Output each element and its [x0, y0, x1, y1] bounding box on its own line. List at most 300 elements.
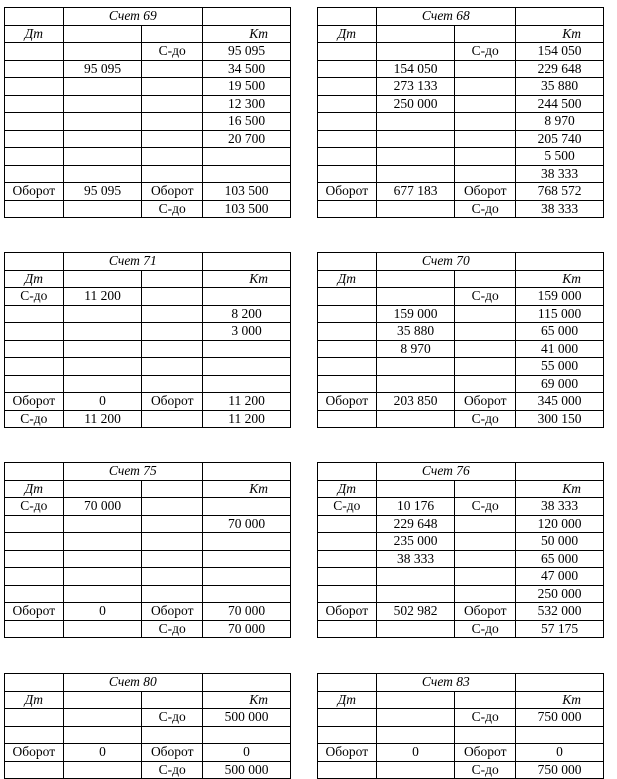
table-row [5, 393, 291, 411]
table-row [5, 95, 291, 113]
debit-label-cell [318, 620, 377, 638]
credit-amount-cell: 532 000 [516, 603, 604, 621]
table-row [5, 603, 291, 621]
credit-amount-cell [203, 165, 291, 183]
debit-amount-cell: 11 200 [63, 288, 142, 306]
table-row [318, 761, 604, 779]
debit-label-cell [318, 358, 377, 376]
credit-label-cell [142, 375, 203, 393]
credit-label-cell [142, 95, 203, 113]
debit-amount-cell: 235 000 [376, 533, 455, 551]
credit-label-cell: С-до [455, 43, 516, 61]
debit-amount-cell [63, 43, 142, 61]
table-row [5, 78, 291, 96]
credit-amount-cell [516, 726, 604, 744]
account-table [4, 7, 291, 218]
debit-amount-cell: 95 095 [63, 60, 142, 78]
credit-amount-cell: 750 000 [516, 709, 604, 727]
debit-label: Дт [318, 691, 377, 709]
debit-amount-cell [63, 533, 142, 551]
credit-label-cell [142, 78, 203, 96]
credit-label-cell [142, 550, 203, 568]
account-title: Счет 70 [376, 253, 515, 271]
credit-amount-cell: 41 000 [516, 340, 604, 358]
debit-label-cell [5, 533, 64, 551]
credit-amount-cell: 70 000 [203, 603, 291, 621]
table-row [318, 585, 604, 603]
debit-label-cell [318, 60, 377, 78]
credit-label-cell [455, 726, 516, 744]
credit-amount-cell: 70 000 [203, 515, 291, 533]
credit-label-cell: С-до [455, 709, 516, 727]
debit-amount-cell [376, 288, 455, 306]
debit-label-cell: Оборот [318, 183, 377, 201]
credit-amount-cell [203, 550, 291, 568]
credit-label-cell [142, 568, 203, 586]
debit-amount-cell [63, 358, 142, 376]
credit-amount-cell [203, 568, 291, 586]
debit-label-cell [318, 515, 377, 533]
credit-amount-cell: 16 500 [203, 113, 291, 131]
table-row [318, 533, 604, 551]
table-row [318, 323, 604, 341]
credit-amount-cell: 300 150 [516, 410, 604, 428]
table-row [318, 95, 604, 113]
debit-label-cell [5, 305, 64, 323]
credit-label-cell [142, 726, 203, 744]
credit-label-cell: Оборот [455, 744, 516, 762]
debit-label-cell: Оборот [5, 393, 64, 411]
debit-label-cell: Оборот [318, 744, 377, 762]
debit-amount-cell [63, 130, 142, 148]
debit-amount-cell [376, 165, 455, 183]
debit-label-cell [5, 568, 64, 586]
table-row [318, 603, 604, 621]
debit-amount-cell [63, 305, 142, 323]
table-row [318, 340, 604, 358]
debit-label-cell: С-до [5, 498, 64, 516]
table-row [318, 568, 604, 586]
account-table [4, 462, 291, 638]
credit-label-cell: Оборот [142, 393, 203, 411]
credit-amount-cell: 0 [516, 744, 604, 762]
credit-label-cell [455, 305, 516, 323]
credit-label-cell: С-до [455, 761, 516, 779]
credit-amount-cell [203, 498, 291, 516]
debit-amount-cell [376, 709, 455, 727]
account-title: Счет 83 [376, 674, 515, 692]
credit-label-cell [142, 340, 203, 358]
debit-amount-cell [63, 148, 142, 166]
credit-amount-cell: 65 000 [516, 323, 604, 341]
debit-amount-cell [376, 568, 455, 586]
debit-label-cell [318, 43, 377, 61]
credit-label-cell [142, 113, 203, 131]
debit-amount-cell: 502 982 [376, 603, 455, 621]
credit-label-cell [142, 305, 203, 323]
debit-amount-cell [63, 726, 142, 744]
credit-label: Кт [203, 691, 291, 709]
credit-amount-cell [203, 288, 291, 306]
debit-amount-cell: 8 970 [376, 340, 455, 358]
debit-amount-cell: 0 [63, 393, 142, 411]
credit-amount-cell: 103 500 [203, 200, 291, 218]
debit-label-cell [5, 113, 64, 131]
debit-label: Дт [5, 480, 64, 498]
debit-label: Дт [5, 25, 64, 43]
credit-label-cell [142, 358, 203, 376]
debit-amount-cell [376, 130, 455, 148]
credit-amount-cell: 34 500 [203, 60, 291, 78]
table-row [318, 78, 604, 96]
credit-label-cell: Оборот [142, 603, 203, 621]
debit-amount-cell [376, 410, 455, 428]
credit-label-cell [142, 533, 203, 551]
debit-label-cell: Оборот [318, 603, 377, 621]
account-title: Счет 76 [376, 463, 515, 481]
table-row [5, 498, 291, 516]
credit-label: Кт [516, 270, 604, 288]
table-row [5, 130, 291, 148]
credit-amount-cell: 55 000 [516, 358, 604, 376]
debit-amount-cell [63, 375, 142, 393]
credit-amount-cell: 500 000 [203, 761, 291, 779]
debit-amount-cell [63, 620, 142, 638]
credit-label-cell: Оборот [455, 393, 516, 411]
credit-label-cell [142, 148, 203, 166]
credit-amount-cell [203, 585, 291, 603]
credit-amount-cell: 57 175 [516, 620, 604, 638]
credit-amount-cell: 159 000 [516, 288, 604, 306]
credit-amount-cell: 768 572 [516, 183, 604, 201]
credit-amount-cell: 70 000 [203, 620, 291, 638]
table-row [5, 60, 291, 78]
credit-label-cell [455, 323, 516, 341]
credit-amount-cell: 19 500 [203, 78, 291, 96]
debit-label-cell [5, 358, 64, 376]
credit-label-cell: Оборот [142, 183, 203, 201]
credit-label-cell [142, 323, 203, 341]
credit-label-cell [455, 113, 516, 131]
debit-amount-cell: 273 133 [376, 78, 455, 96]
credit-label-cell [455, 340, 516, 358]
table-row [5, 568, 291, 586]
debit-label-cell [318, 410, 377, 428]
account-table [317, 462, 604, 638]
table-row [318, 375, 604, 393]
debit-amount-cell: 0 [63, 744, 142, 762]
debit-amount-cell [376, 375, 455, 393]
credit-label-cell [142, 410, 203, 428]
credit-label-cell: С-до [142, 43, 203, 61]
table-row [5, 585, 291, 603]
credit-amount-cell: 750 000 [516, 761, 604, 779]
account-title: Счет 68 [376, 8, 515, 26]
table-row [318, 200, 604, 218]
credit-label-cell [455, 78, 516, 96]
table-row [5, 358, 291, 376]
debit-amount-cell: 677 183 [376, 183, 455, 201]
credit-amount-cell: 12 300 [203, 95, 291, 113]
credit-amount-cell: 154 050 [516, 43, 604, 61]
credit-amount-cell [203, 533, 291, 551]
debit-amount-cell: 203 850 [376, 393, 455, 411]
debit-label-cell [318, 340, 377, 358]
debit-label-cell [5, 95, 64, 113]
debit-label-cell [318, 288, 377, 306]
credit-amount-cell: 500 000 [203, 709, 291, 727]
debit-amount-cell: 35 880 [376, 323, 455, 341]
credit-label-cell [142, 498, 203, 516]
debit-amount-cell [376, 761, 455, 779]
credit-amount-cell [203, 726, 291, 744]
table-row [5, 113, 291, 131]
debit-label-cell [318, 95, 377, 113]
table-row [5, 375, 291, 393]
credit-amount-cell: 103 500 [203, 183, 291, 201]
debit-amount-cell [376, 148, 455, 166]
debit-amount-cell: 11 200 [63, 410, 142, 428]
debit-amount-cell [63, 340, 142, 358]
credit-amount-cell: 65 000 [516, 550, 604, 568]
credit-amount-cell: 115 000 [516, 305, 604, 323]
table-row [318, 165, 604, 183]
debit-label-cell [5, 585, 64, 603]
debit-label-cell [318, 200, 377, 218]
debit-amount-cell: 38 333 [376, 550, 455, 568]
credit-label-cell [455, 148, 516, 166]
debit-amount-cell [63, 515, 142, 533]
debit-amount-cell: 154 050 [376, 60, 455, 78]
debit-label: Дт [5, 691, 64, 709]
credit-label: Кт [516, 480, 604, 498]
debit-amount-cell: 0 [63, 603, 142, 621]
debit-label-cell [5, 761, 64, 779]
table-row [5, 533, 291, 551]
table-row [318, 130, 604, 148]
credit-label-cell [455, 568, 516, 586]
table-row [318, 550, 604, 568]
credit-amount-cell: 0 [203, 744, 291, 762]
table-row [5, 726, 291, 744]
debit-label-cell [5, 515, 64, 533]
credit-amount-cell: 35 880 [516, 78, 604, 96]
table-row [5, 165, 291, 183]
debit-label: Дт [318, 480, 377, 498]
credit-label-cell [455, 375, 516, 393]
credit-amount-cell: 8 200 [203, 305, 291, 323]
table-row [5, 550, 291, 568]
credit-amount-cell: 5 500 [516, 148, 604, 166]
debit-label-cell [318, 165, 377, 183]
table-row [318, 498, 604, 516]
credit-amount-cell: 20 700 [203, 130, 291, 148]
debit-label-cell [5, 165, 64, 183]
credit-amount-cell [203, 358, 291, 376]
credit-label-cell: С-до [142, 200, 203, 218]
table-row [5, 709, 291, 727]
credit-label-cell [142, 288, 203, 306]
debit-label-cell: Оборот [5, 603, 64, 621]
table-row [5, 620, 291, 638]
debit-label-cell [318, 113, 377, 131]
account-title: Счет 80 [63, 674, 202, 692]
credit-amount-cell: 229 648 [516, 60, 604, 78]
table-row [318, 358, 604, 376]
credit-label-cell: С-до [455, 620, 516, 638]
debit-amount-cell [63, 568, 142, 586]
credit-label-cell [455, 130, 516, 148]
credit-amount-cell: 69 000 [516, 375, 604, 393]
table-row [5, 148, 291, 166]
debit-amount-cell: 159 000 [376, 305, 455, 323]
debit-amount-cell [63, 550, 142, 568]
credit-label-cell [142, 515, 203, 533]
table-row [318, 183, 604, 201]
debit-label: Дт [5, 270, 64, 288]
credit-amount-cell: 345 000 [516, 393, 604, 411]
credit-amount-cell: 38 333 [516, 165, 604, 183]
credit-label: Кт [516, 25, 604, 43]
credit-amount-cell: 38 333 [516, 498, 604, 516]
table-row [318, 113, 604, 131]
debit-amount-cell [63, 113, 142, 131]
credit-label: Кт [203, 480, 291, 498]
credit-label-cell [455, 165, 516, 183]
account-table [4, 252, 291, 428]
debit-amount-cell [63, 78, 142, 96]
credit-amount-cell [203, 148, 291, 166]
credit-amount-cell: 8 970 [516, 113, 604, 131]
table-row [318, 43, 604, 61]
account-table [317, 673, 604, 779]
debit-label-cell [318, 585, 377, 603]
debit-label-cell [318, 375, 377, 393]
debit-amount-cell: 229 648 [376, 515, 455, 533]
table-row [318, 515, 604, 533]
credit-label-cell [142, 585, 203, 603]
credit-label-cell [455, 95, 516, 113]
credit-label-cell [455, 550, 516, 568]
debit-label-cell [318, 761, 377, 779]
table-row [318, 148, 604, 166]
debit-label-cell [318, 78, 377, 96]
debit-label: Дт [318, 270, 377, 288]
credit-label-cell: Оборот [142, 744, 203, 762]
debit-label-cell [5, 620, 64, 638]
credit-label-cell [455, 60, 516, 78]
credit-label-cell: Оборот [455, 183, 516, 201]
debit-amount-cell [63, 761, 142, 779]
credit-amount-cell: 3 000 [203, 323, 291, 341]
table-row [5, 183, 291, 201]
account-table [317, 7, 604, 218]
debit-label-cell [5, 200, 64, 218]
debit-amount-cell [376, 620, 455, 638]
debit-amount-cell [376, 358, 455, 376]
credit-label: Кт [203, 270, 291, 288]
table-row [318, 60, 604, 78]
debit-label-cell [5, 375, 64, 393]
credit-amount-cell: 95 095 [203, 43, 291, 61]
table-row [318, 393, 604, 411]
credit-label-cell: С-до [455, 200, 516, 218]
debit-amount-cell [376, 113, 455, 131]
credit-label: Кт [203, 25, 291, 43]
debit-amount-cell: 250 000 [376, 95, 455, 113]
credit-label-cell [142, 60, 203, 78]
credit-amount-cell [203, 340, 291, 358]
debit-amount-cell: 70 000 [63, 498, 142, 516]
debit-label-cell: Оборот [318, 393, 377, 411]
debit-label-cell: Оборот [5, 183, 64, 201]
debit-amount-cell [63, 323, 142, 341]
debit-label-cell: С-до [5, 288, 64, 306]
table-row [318, 288, 604, 306]
credit-amount-cell: 11 200 [203, 393, 291, 411]
table-row [5, 43, 291, 61]
credit-label-cell: С-до [142, 620, 203, 638]
debit-amount-cell [376, 43, 455, 61]
table-row [318, 744, 604, 762]
credit-label-cell: С-до [142, 709, 203, 727]
credit-amount-cell: 47 000 [516, 568, 604, 586]
debit-label-cell [318, 550, 377, 568]
credit-label-cell: С-до [142, 761, 203, 779]
credit-label-cell [142, 130, 203, 148]
account-title: Счет 75 [63, 463, 202, 481]
table-row [5, 515, 291, 533]
table-row [5, 761, 291, 779]
debit-label-cell [5, 148, 64, 166]
debit-amount-cell [63, 200, 142, 218]
table-row [318, 410, 604, 428]
debit-label-cell [5, 60, 64, 78]
account-title: Счет 71 [63, 253, 202, 271]
debit-amount-cell: 95 095 [63, 183, 142, 201]
credit-label-cell [455, 585, 516, 603]
credit-amount-cell: 50 000 [516, 533, 604, 551]
credit-amount-cell: 120 000 [516, 515, 604, 533]
credit-label-cell: С-до [455, 288, 516, 306]
debit-label-cell [5, 78, 64, 96]
table-row [318, 726, 604, 744]
debit-label-cell [5, 726, 64, 744]
debit-amount-cell [376, 726, 455, 744]
table-row [318, 620, 604, 638]
debit-label-cell [318, 130, 377, 148]
debit-label-cell: С-до [5, 410, 64, 428]
debit-label-cell [318, 726, 377, 744]
debit-label-cell [318, 533, 377, 551]
debit-label-cell [318, 568, 377, 586]
table-row [5, 200, 291, 218]
credit-label-cell [455, 358, 516, 376]
credit-amount-cell [203, 375, 291, 393]
debit-amount-cell: 10 176 [376, 498, 455, 516]
debit-amount-cell [376, 200, 455, 218]
debit-label-cell [5, 43, 64, 61]
credit-label-cell [142, 165, 203, 183]
debit-label-cell [318, 323, 377, 341]
debit-amount-cell [376, 585, 455, 603]
debit-amount-cell [63, 709, 142, 727]
debit-label-cell [5, 340, 64, 358]
account-table [4, 673, 291, 779]
debit-label-cell [318, 148, 377, 166]
debit-label-cell [318, 305, 377, 323]
credit-amount-cell: 11 200 [203, 410, 291, 428]
